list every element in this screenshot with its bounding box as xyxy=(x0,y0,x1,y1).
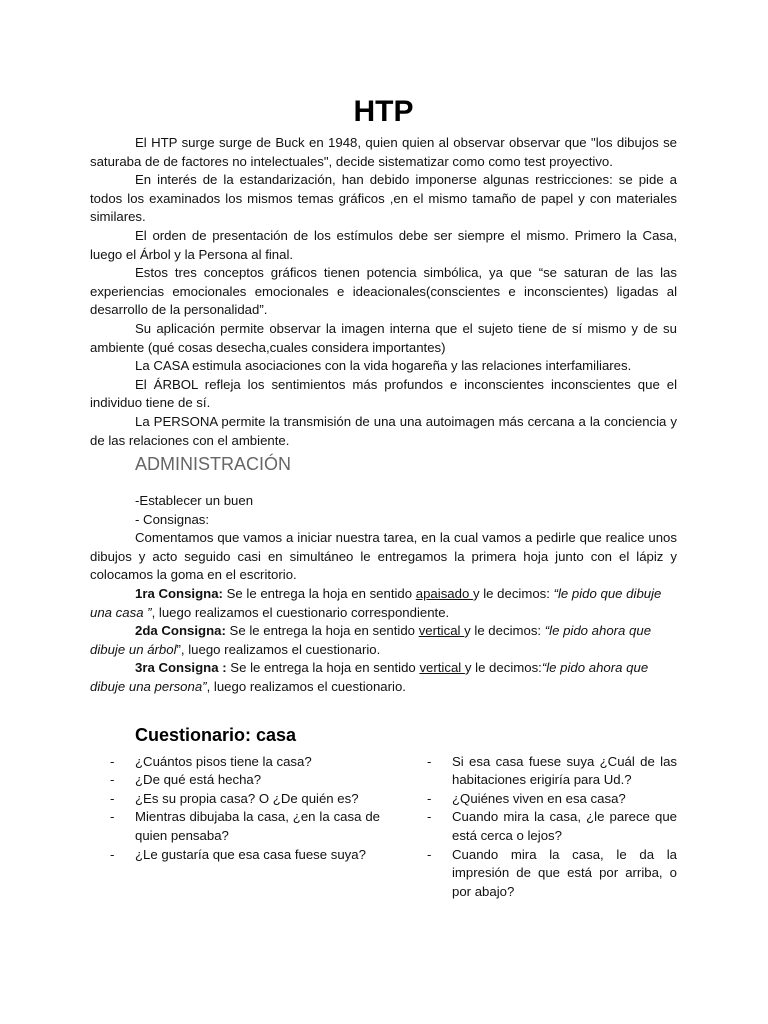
question-text: Mientras dibujaba la casa, ¿en la casa de quien pensaba? xyxy=(135,809,380,843)
list-item xyxy=(110,771,380,790)
consigna-label: 3ra Consigna : xyxy=(135,660,227,676)
consigna-quote: “le pido ahora que dibuje un árbol xyxy=(90,623,652,657)
list-item xyxy=(110,808,380,845)
page-title: HTP xyxy=(353,95,414,128)
paragraph: La CASA estimula asociaciones con la vida hogareña y las relaciones interfamiliares. xyxy=(135,358,632,374)
consigna-label: 1ra Consigna: xyxy=(135,586,223,602)
administracion-section xyxy=(90,492,677,697)
question-text: ¿Le gustaría que esa casa fuese suya? xyxy=(135,846,366,862)
consigna-text: y le decimos: xyxy=(472,586,554,602)
consigna-orientation: apaisado xyxy=(415,586,473,602)
cuestionario-columns xyxy=(90,753,677,902)
section-heading-cuestionario: Cuestionario: casa xyxy=(135,724,297,745)
consigna-orientation: vertical xyxy=(418,623,465,639)
consigna-quote: “le pido ahora que dibuje una persona” xyxy=(90,660,649,695)
consigna-text: , luego realizamos el cuestionario. xyxy=(206,679,406,695)
paragraph: El ÁRBOL refleja los sentimientos más profundos e inconscientes inconscientes que el individuo tiene de sí. xyxy=(90,376,677,411)
section-heading-administracion: ADMINISTRACIÓN xyxy=(135,454,292,475)
consigna-text: Se le entrega la hoja en sentido xyxy=(226,660,420,676)
question-text: Cuando mira la casa, ¿le parece que está cerca o lejos? xyxy=(452,809,677,843)
paragraph: El orden de presentación de los estímulos debe ser siempre el mismo. Primero la Casa, luego el Árbol y la Persona al final. xyxy=(90,227,677,262)
dash-bullet: - xyxy=(427,753,432,769)
question-text: ¿Cuántos pisos tiene la casa? xyxy=(135,753,312,769)
dash-bullet: - xyxy=(427,846,432,862)
list-item xyxy=(110,753,380,772)
dash-bullet: - xyxy=(427,790,432,806)
dash-bullet: - xyxy=(110,790,115,806)
list-item xyxy=(427,808,677,845)
dash-bullet: - xyxy=(110,753,115,769)
consigna-2 xyxy=(90,622,677,659)
list-item xyxy=(110,846,380,865)
paragraph: La PERSONA permite la transmisión de una una autoimagen más cercana a la conciencia y de las relaciones con el ambiente. xyxy=(90,413,677,448)
question-list xyxy=(427,753,677,902)
paragraph: Estos tres conceptos gráficos tienen potencia simbólica, ya que “se saturan de las las experiencias emocionales emocionales e ideacionales(conscientes e inconscientes) ligadas al desarrollo de la personalidad”. xyxy=(90,265,677,318)
dash-bullet: - xyxy=(110,846,115,862)
admin-line: -Establecer un buen xyxy=(135,493,254,509)
question-text: Si esa casa fuese suya ¿Cuál de las habitaciones erigiría para Ud.? xyxy=(452,753,677,788)
consigna-text: Se le entrega la hoja en sentido xyxy=(225,623,419,639)
dash-bullet: - xyxy=(110,772,115,788)
list-item xyxy=(427,753,677,790)
document-page xyxy=(90,92,677,901)
question-list xyxy=(110,753,380,865)
list-item xyxy=(110,790,380,809)
paragraph: El HTP surge surge de Buck en 1948, quien quien al observar observar que "los dibujos se saturaba de de factores no intelectuales", decide sistematizar como como test proyectivo. xyxy=(90,135,677,169)
question-text: ¿Es su propia casa? O ¿De quién es? xyxy=(135,790,359,806)
consigna-text: y le decimos: xyxy=(464,623,545,639)
question-text: ¿De qué está hecha? xyxy=(135,772,262,788)
paragraph: En interés de la estandarización, han debido imponerse algunas restricciones: se pide a todos los examinados los mismos temas gráficos ,en el mismo tamaño de papel y con materiales similares. xyxy=(90,172,677,225)
consigna-orientation: vertical xyxy=(419,660,465,676)
cuestionario-column-right xyxy=(427,753,677,902)
paragraph: Su aplicación permite observar la imagen interna que el sujeto tiene de sí mismo y de su ambiente (qué cosas desecha,cuales considera importantes) xyxy=(90,320,677,355)
consigna-1 xyxy=(90,585,677,622)
question-text: ¿Quiénes viven en esa casa? xyxy=(452,790,626,806)
list-item xyxy=(427,790,677,809)
dash-bullet: - xyxy=(427,809,432,825)
cuestionario-column-left xyxy=(110,753,380,902)
dash-bullet: - xyxy=(110,809,115,825)
consigna-label: 2da Consigna: xyxy=(135,623,226,639)
consigna-text: ”, luego realizamos el cuestionario. xyxy=(176,641,381,657)
admin-line: - Consignas: xyxy=(135,511,210,527)
consigna-quote: “le pido que dibuje una casa ” xyxy=(90,586,662,620)
consigna-text: , luego realizamos el cuestionario correspondiente. xyxy=(151,604,450,620)
question-text: Cuando mira la casa, le da la impresión de que está por arriba, o por abajo? xyxy=(452,846,677,899)
consigna-text: y le decimos: xyxy=(464,660,542,676)
consigna-text: Se le entrega la hoja en sentido xyxy=(222,586,416,602)
consigna-3 xyxy=(90,659,677,696)
list-item xyxy=(427,846,677,902)
admin-intro: Comentamos que vamos a iniciar nuestra tarea, en la cual vamos a pedirle que realice unos dibujos y acto seguido casi en simultáneo le entregamos la primera hoja junto con el lápiz y colocamos la goma en el escritorio. xyxy=(90,530,677,583)
